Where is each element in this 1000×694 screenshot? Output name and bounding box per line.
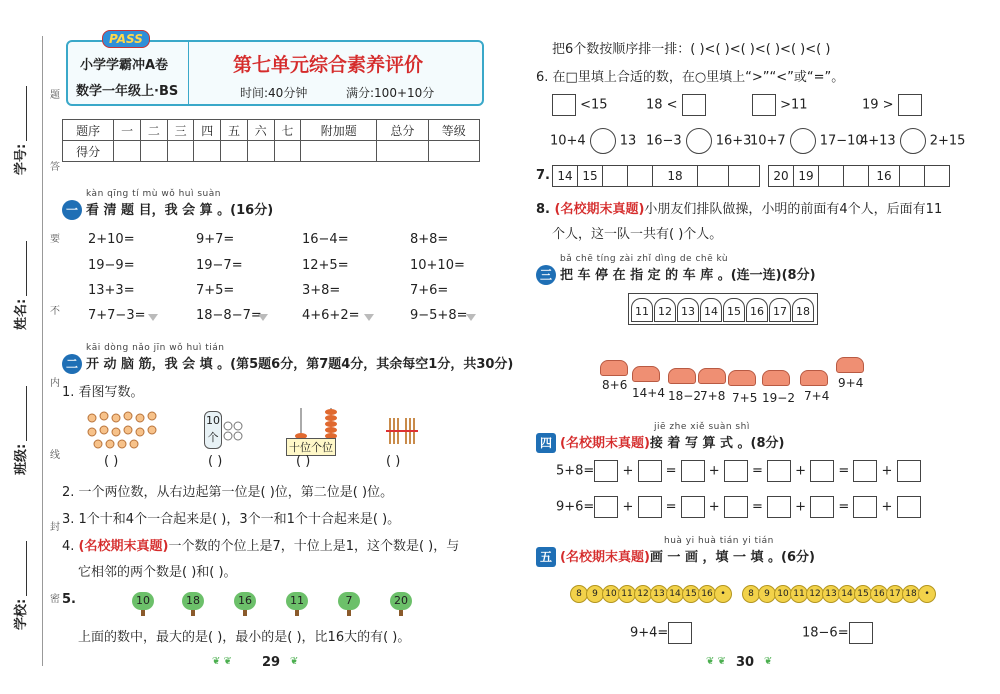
section-title-text: 画 一 画 ，填 一 填 。(6分): [649, 550, 815, 565]
answer-box[interactable]: [897, 460, 921, 482]
margin-note: 线: [50, 450, 60, 461]
margin-note: 不: [50, 306, 60, 317]
answer-box[interactable]: [594, 496, 618, 518]
continue-row: 5+8= + = + = + = +: [556, 460, 921, 482]
answer-box[interactable]: [724, 496, 748, 518]
seq-cell[interactable]: [844, 166, 869, 187]
q5-text: 上面的数中，最大的是( )，最小的是( )，比16大的有( )。: [78, 630, 411, 645]
edition: 数学一年级上·BS: [76, 84, 179, 99]
caterpillar-2: [744, 585, 936, 603]
calc-item: 18−8−7=: [196, 308, 262, 323]
calc-item: 7+6=: [410, 283, 449, 298]
pinyin: bǎ chē tíng zài zhǐ dìng de chē kù: [560, 254, 729, 264]
tree-number: 10: [132, 592, 154, 610]
calc-item: 2+10=: [88, 232, 135, 247]
score-cell[interactable]: [167, 141, 194, 162]
margin-student-id: 学号:: [10, 86, 29, 175]
answer-box[interactable]: [681, 460, 705, 482]
exam-tag: (名校期末真题): [78, 539, 169, 554]
cat-segment: 13: [822, 585, 840, 603]
score-table: [62, 119, 480, 162]
q6-item: 19 >: [862, 94, 922, 116]
seq-cell[interactable]: [819, 166, 844, 187]
calc-item: 7+7−3=: [88, 308, 146, 323]
score-header: 四: [194, 120, 221, 141]
calc-item: 19−9=: [88, 258, 135, 273]
answer-box[interactable]: [849, 622, 873, 644]
tree-number: 20: [390, 592, 412, 610]
section-title-text: 开 动 脑 筋，我 会 填 。(第5题6分，第7题4分，其余每空1分，共30分): [86, 357, 514, 372]
cat-segment: 10: [602, 585, 620, 603]
margin-school: 学校:: [10, 541, 29, 630]
q1-text: 1. 看图写数。: [62, 385, 144, 400]
section-number: 一: [62, 200, 82, 220]
answer-box[interactable]: [853, 496, 877, 518]
answer-blank[interactable]: ( ): [104, 454, 119, 469]
garage-slot[interactable]: 13: [677, 298, 699, 322]
header-card: [66, 32, 484, 106]
seq-cell[interactable]: [698, 166, 729, 187]
tree-number: 18: [182, 592, 204, 610]
compare-circle[interactable]: [590, 128, 616, 154]
score-cell[interactable]: [301, 141, 377, 162]
answer-box[interactable]: [594, 460, 618, 482]
caterpillar-1: [572, 585, 732, 603]
section-3-title: [536, 264, 816, 285]
cat-segment: 12: [806, 585, 824, 603]
cat-segment: 9: [758, 585, 776, 603]
tree-trunk: [243, 610, 247, 616]
calc-item: 4+6+2=: [302, 308, 360, 323]
calc-item: 16−4=: [302, 232, 349, 247]
score-cell[interactable]: [247, 141, 274, 162]
calc-item: 19−7=: [196, 258, 243, 273]
calc-item: 12+5=: [302, 258, 349, 273]
seq-cell[interactable]: [628, 166, 653, 187]
answer-box[interactable]: [853, 460, 877, 482]
score-header: 一: [114, 120, 141, 141]
answer-box[interactable]: [668, 622, 692, 644]
calc-item: 9+7=: [196, 232, 235, 247]
garage-slot[interactable]: 11: [631, 298, 653, 322]
section-number: 四: [536, 433, 556, 453]
section-title-text: 接 着 写 算 式 。(8分): [649, 436, 785, 451]
tree-trunk: [295, 610, 299, 616]
score-cell[interactable]: [141, 141, 168, 162]
q7-label: 7.: [536, 168, 550, 183]
car-label: 7+5: [732, 391, 758, 405]
q6-item: 18 <: [646, 94, 706, 116]
seq-cell: 19: [794, 166, 819, 187]
car-icon[interactable]: [600, 360, 628, 376]
score-header: 等级: [428, 120, 479, 141]
caterpillar-head-icon: •: [714, 585, 732, 603]
car-label: 14+4: [632, 386, 665, 400]
cat-segment: 8: [570, 585, 588, 603]
caterpillar-head-icon: •: [918, 585, 936, 603]
answer-box[interactable]: [724, 460, 748, 482]
car-label: 19−2: [762, 391, 795, 405]
car-label: 9+4: [838, 376, 864, 390]
car-icon[interactable]: [698, 368, 726, 384]
cat-segment: 17: [886, 585, 904, 603]
garage-slot[interactable]: 14: [700, 298, 722, 322]
q6-compare: 4+13 2+15: [860, 128, 965, 154]
score-header: 五: [221, 120, 248, 141]
counting-dots-image: [84, 410, 164, 450]
tree-number: 11: [286, 592, 308, 610]
score-cell[interactable]: [221, 141, 248, 162]
q4-line1: 一个数的个位上是7，十位上是1，这个数是( )，与: [168, 539, 460, 554]
score-header: 二: [141, 120, 168, 141]
score-header: 附加题: [301, 120, 377, 141]
answer-box[interactable]: [810, 496, 834, 518]
cat-segment: 11: [618, 585, 636, 603]
cat-segment: 10: [774, 585, 792, 603]
seq-cell: 15: [578, 166, 603, 187]
cat-segment: 15: [854, 585, 872, 603]
header-left: [68, 42, 189, 104]
tree-trunk: [191, 610, 195, 616]
margin-note: 密: [50, 594, 60, 605]
cat-segment: 11: [790, 585, 808, 603]
seq-cell[interactable]: [925, 166, 950, 187]
tree-number: 16: [234, 592, 256, 610]
loose-sticks-image: [222, 420, 252, 444]
answer-box[interactable]: [897, 496, 921, 518]
margin-note: 答: [50, 162, 60, 173]
binding-line: [42, 36, 43, 666]
score-header: 七: [274, 120, 301, 141]
q6-compare: 16−3 16+3: [646, 128, 751, 154]
q3-text: 3. 1个十和4个一合起来是( )，3个一和1个十合起来是( )。: [62, 512, 401, 527]
calc-item: 9−5+8=: [410, 308, 468, 323]
garage-slot[interactable]: 17: [769, 298, 791, 322]
pinyin: jiē zhe xiě suàn shì: [654, 422, 750, 432]
pinyin: kāi dòng nǎo jīn wǒ huì tián: [86, 343, 225, 353]
garage-row: [628, 293, 818, 325]
score-cell[interactable]: [428, 141, 479, 162]
car-icon[interactable]: [836, 357, 864, 373]
section-5-title: [536, 546, 815, 567]
seq-cell[interactable]: [729, 166, 760, 187]
seq-cell: 16: [869, 166, 900, 187]
number-sequence-1: [552, 165, 760, 187]
score-cell[interactable]: [274, 141, 301, 162]
hint-mark: [148, 314, 158, 321]
cat-segment: 13: [650, 585, 668, 603]
hint-mark: [364, 314, 374, 321]
answer-box[interactable]: [752, 94, 776, 116]
pinyin: kàn qīng tí mù wǒ huì suàn: [86, 189, 221, 199]
margin-name: 姓名:: [10, 241, 29, 330]
q6-item: <15: [552, 94, 608, 116]
car-icon[interactable]: [800, 370, 828, 386]
section-1-title: [62, 199, 273, 220]
q4-text: 4. (名校期末真题)一个数的个位上是7，十位上是1，这个数是( )，与: [62, 539, 460, 554]
garage-slot[interactable]: 16: [746, 298, 768, 322]
margin-class: 班级:: [10, 386, 29, 475]
cat-segment: 18: [902, 585, 920, 603]
calc-item: 13+3=: [88, 283, 135, 298]
car-icon[interactable]: [762, 370, 790, 386]
calc-item: 7+5=: [196, 283, 235, 298]
order-line: 把6个数按顺序排一排：( )<( )<( )<( )<( )<( ): [552, 42, 831, 57]
full-score: 满分:100+10分: [346, 86, 435, 100]
pinyin: huà yi huà tián yi tián: [664, 536, 774, 546]
pass-logo: PASS: [102, 30, 150, 48]
tree-trunk: [141, 610, 145, 616]
answer-box[interactable]: [898, 94, 922, 116]
cat-segment: 14: [666, 585, 684, 603]
cat-segment: 12: [634, 585, 652, 603]
car-label: 8+6: [602, 378, 628, 392]
margin-note: 要: [50, 234, 60, 245]
margin-note: 题: [50, 90, 60, 101]
car-label: 18−2: [668, 389, 701, 403]
exam-tag: (名校期末真题): [554, 202, 645, 217]
cat-segment: 15: [682, 585, 700, 603]
score-header: 六: [247, 120, 274, 141]
answer-box[interactable]: [682, 94, 706, 116]
sprout-icon: ❦: [764, 656, 773, 667]
garage-slot[interactable]: 15: [723, 298, 745, 322]
number-sequence-2: [768, 165, 950, 187]
cat-segment: 8: [742, 585, 760, 603]
section-title-text: 看 清 题 目，我 会 算 。(16分): [86, 203, 274, 218]
tree-trunk: [399, 610, 403, 616]
stick-bundles-image: [386, 416, 426, 446]
cat-segment: 16: [698, 585, 716, 603]
answer-blank[interactable]: ( ): [296, 454, 311, 469]
q8-line2: 个人，这一队一共有( )个人。: [552, 227, 723, 242]
calc-item: 8+8=: [410, 232, 449, 247]
q2-text: 2. 一个两位数，从右边起第一位是( )位，第二位是( )位。: [62, 485, 394, 500]
calc-item: 10+10=: [410, 258, 465, 273]
q4-line2: 它相邻的两个数是( )和( )。: [78, 565, 237, 580]
car-label: 7+8: [700, 389, 726, 403]
calc-item: 3+8=: [302, 283, 341, 298]
garage-slot[interactable]: 18: [792, 298, 814, 322]
car-icon[interactable]: [728, 370, 756, 386]
score-row-label: 得分: [63, 141, 114, 162]
score-cell[interactable]: [377, 141, 428, 162]
answer-box[interactable]: [638, 460, 662, 482]
seq-cell: 14: [553, 166, 578, 187]
score-cell[interactable]: [194, 141, 221, 162]
sprout-icon: ❦ ❦: [212, 656, 232, 667]
time-limit: 时间:40分钟: [240, 86, 308, 100]
q5-eq1: 9+4=: [630, 622, 692, 644]
section-4-title: [536, 432, 784, 453]
section-title-text: 把 车 停 在 指 定 的 车 库 。(连一连)(8分): [560, 268, 816, 283]
section-number: 五: [536, 547, 556, 567]
tree-number: 7: [338, 592, 360, 610]
answer-box[interactable]: [638, 496, 662, 518]
answer-box[interactable]: [810, 460, 834, 482]
ten-counter: 10个: [204, 411, 222, 449]
answer-box[interactable]: [767, 496, 791, 518]
exam-tag: (名校期末真题): [560, 436, 650, 451]
score-header: 三: [167, 120, 194, 141]
q6-compare: 10+4 13: [550, 128, 636, 154]
exam-tag: (名校期末真题): [560, 550, 650, 565]
page-number: 30: [736, 655, 755, 670]
section-number: 二: [62, 354, 82, 374]
cat-segment: 16: [870, 585, 888, 603]
sprout-icon: ❦ ❦: [706, 656, 726, 667]
score-header: 总分: [377, 120, 428, 141]
margin-note: 封: [50, 522, 60, 533]
answer-box[interactable]: [681, 496, 705, 518]
answer-box[interactable]: [767, 460, 791, 482]
cat-segment: 14: [838, 585, 856, 603]
seq-cell: 20: [769, 166, 794, 187]
q6-item: >11: [752, 94, 808, 116]
compare-circle[interactable]: [686, 128, 712, 154]
page-number: 29: [262, 655, 281, 670]
seq-cell[interactable]: [603, 166, 628, 187]
hint-mark: [466, 314, 476, 321]
series-name: 小学学霸冲A卷: [80, 58, 169, 73]
hint-mark: [258, 314, 268, 321]
score-cell[interactable]: [114, 141, 141, 162]
section-2-title: [62, 353, 513, 374]
compare-circle[interactable]: [790, 128, 816, 154]
car-label: 7+4: [804, 389, 830, 403]
q6-compare: 10+7 17−10: [750, 128, 864, 154]
cat-segment: 9: [586, 585, 604, 603]
seq-cell[interactable]: [900, 166, 925, 187]
q8-text: 8. (名校期末真题)小朋友们排队做操，小明的前面有4个人，后面有11: [536, 202, 943, 217]
q5-label: 5.: [62, 592, 76, 607]
answer-blank[interactable]: ( ): [208, 454, 223, 469]
continue-row: 9+6= + = + = + = +: [556, 496, 921, 518]
page-title: 第七单元综合素养评价: [233, 54, 424, 76]
answer-blank[interactable]: ( ): [386, 454, 401, 469]
q6-text: 6. 在□里填上合适的数，在○里填上“>”“<”或“=”。: [536, 70, 845, 85]
seq-cell: 18: [653, 166, 698, 187]
q5-eq2: 18−6=: [802, 622, 873, 644]
tree-trunk: [347, 610, 351, 616]
sprout-icon: ❦: [290, 656, 299, 667]
garage-slot[interactable]: 12: [654, 298, 676, 322]
car-icon[interactable]: [632, 366, 660, 382]
car-icon[interactable]: [668, 368, 696, 384]
abacus-label: 十位个位: [286, 438, 336, 456]
section-number: 三: [536, 265, 556, 285]
compare-circle[interactable]: [900, 128, 926, 154]
score-header: 题序: [63, 120, 114, 141]
margin-note: 内: [50, 378, 60, 389]
answer-box[interactable]: [552, 94, 576, 116]
